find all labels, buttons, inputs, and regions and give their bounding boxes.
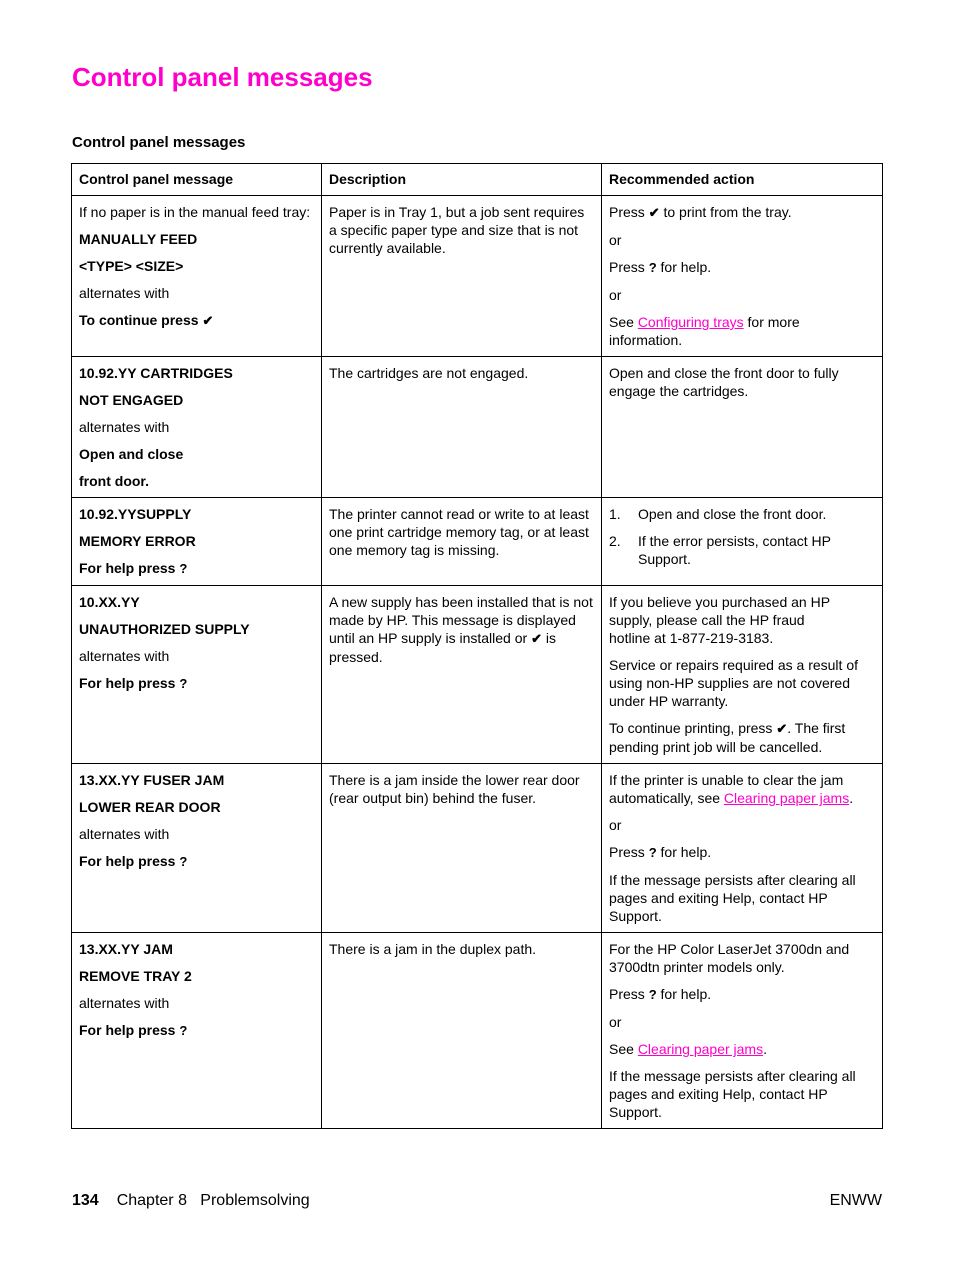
table-row: [72, 498, 883, 586]
action-text: See: [609, 314, 634, 330]
footer-right-label: ENWW: [829, 1192, 882, 1209]
description-text: is pressed.: [329, 630, 556, 665]
message-line: 13.XX.YY JAM: [79, 941, 173, 957]
action-line: [609, 985, 875, 1004]
message-line: [79, 311, 314, 330]
table-row: [72, 357, 883, 498]
message-line: Open and close: [79, 446, 184, 462]
clearing-paper-jams-link[interactable]: Clearing paper jams: [723, 790, 850, 806]
message-line: [79, 559, 314, 578]
page-number: 134: [72, 1192, 99, 1209]
description-cell: The printer cannot read or write to at least one print cartridge memory tag, or at least one memory tag is missing.: [322, 498, 602, 586]
checkmark-icon: ✔: [202, 313, 214, 328]
column-header-action: Recommended action: [602, 164, 883, 196]
description-cell: The cartridges are not engaged.: [322, 357, 602, 498]
checkmark-icon: ✔: [648, 205, 660, 220]
table-caption: Control panel messages: [72, 134, 246, 151]
action-text: for more information.: [609, 314, 800, 348]
action-line: or: [609, 1014, 622, 1030]
action-cell: [602, 196, 883, 357]
message-line: MANUALLY FEED: [79, 231, 198, 247]
action-cell: [602, 586, 883, 764]
action-cell: [602, 933, 883, 1129]
table-row: [72, 764, 883, 933]
action-text: . The first pending print job will be cancelled.: [609, 720, 846, 755]
message-cell: [72, 764, 322, 933]
action-line: If you believe you purchased an HP supply, please call the HP fraud hotline at 1-877-219-3183.: [609, 594, 830, 646]
action-line: [609, 258, 875, 277]
action-line: or: [609, 287, 622, 303]
message-line: [79, 674, 314, 693]
action-line: [609, 1040, 875, 1058]
message-cell: [72, 196, 322, 357]
message-cell: [72, 498, 322, 586]
help-icon: ?: [648, 845, 657, 860]
action-line: For the HP Color LaserJet 3700dn and 3700dtn printer models only.: [609, 941, 850, 975]
action-text: Press: [609, 986, 645, 1002]
step-number: 2.: [609, 533, 621, 549]
action-text: Press: [609, 204, 645, 220]
action-text: .: [763, 1041, 767, 1057]
help-icon: ?: [648, 260, 657, 275]
message-line: UNAUTHORIZED SUPPLY: [79, 621, 250, 637]
action-line: or: [609, 232, 622, 248]
action-line: [609, 203, 875, 222]
message-line: 10.92.YY CARTRIDGES: [79, 365, 233, 381]
description-cell: Paper is in Tray 1, but a job sent requires a specific paper type and size that is not currently available.: [322, 196, 602, 357]
action-line: [609, 843, 875, 862]
page-footer: [72, 1192, 882, 1210]
message-line: LOWER REAR DOOR: [79, 799, 221, 815]
action-cell: [602, 498, 883, 586]
description-cell: There is a jam in the duplex path.: [322, 933, 602, 1129]
step-number: 1.: [609, 506, 621, 522]
action-text: Press: [609, 844, 645, 860]
help-icon: ?: [179, 676, 188, 691]
description-text: A new supply has been installed that is not made by HP. This message is displayed until an HP supply is installed or: [329, 594, 593, 646]
description-cell: There is a jam inside the lower rear door (rear output bin) behind the fuser.: [322, 764, 602, 933]
action-cell: Open and close the front door to fully engage the cartridges.: [602, 357, 883, 498]
list-item: [609, 505, 875, 523]
action-text: for help.: [660, 259, 712, 275]
message-text: For help press: [79, 853, 176, 869]
step-text: If the error persists, contact HP Support.: [638, 533, 831, 567]
message-line: alternates with: [79, 648, 170, 664]
help-icon: ?: [648, 987, 657, 1002]
chapter-label: Chapter 8 Problemsolving: [116, 1192, 310, 1209]
action-line: [609, 771, 875, 807]
action-text: .: [849, 790, 854, 806]
message-line: alternates with: [79, 285, 170, 301]
checkmark-icon: ✔: [531, 631, 542, 646]
list-item: [609, 532, 875, 568]
action-line: If the message persists after clearing all pages and exiting Help, contact HP Support.: [609, 872, 856, 924]
message-text: For help press: [79, 675, 176, 691]
message-line: alternates with: [79, 419, 170, 435]
message-line: alternates with: [79, 995, 170, 1011]
action-text: See: [609, 1041, 634, 1057]
action-line: or: [609, 817, 622, 833]
message-cell: [72, 586, 322, 764]
message-cell: [72, 357, 322, 498]
column-header-message: Control panel message: [72, 164, 322, 196]
help-icon: ?: [179, 854, 188, 869]
message-text: For help press: [79, 1022, 176, 1038]
step-text: Open and close the front door.: [638, 506, 827, 522]
configuring-trays-link[interactable]: Configuring trays: [637, 314, 744, 330]
page-title: Control panel messages: [72, 62, 373, 92]
message-text: For help press: [79, 560, 176, 576]
message-line: [79, 1021, 314, 1040]
table-row: [72, 196, 883, 357]
help-icon: ?: [179, 561, 188, 576]
column-header-description: Description: [322, 164, 602, 196]
action-line: Service or repairs required as a result of using non-HP supplies are not covered under HP warranty.: [609, 657, 858, 709]
action-line: [609, 719, 875, 756]
action-line: [609, 313, 875, 349]
table-header-row: [72, 164, 883, 196]
description-cell: [322, 586, 602, 764]
message-line: 10.XX.YY: [79, 594, 140, 610]
table-row: [72, 586, 883, 764]
message-line: <TYPE> <SIZE>: [79, 258, 184, 274]
message-cell: [72, 933, 322, 1129]
action-cell: [602, 764, 883, 933]
message-line: [79, 852, 314, 871]
action-steps: [609, 505, 875, 568]
message-line: 13.XX.YY FUSER JAM: [79, 772, 225, 788]
message-line: If no paper is in the manual feed tray:: [79, 204, 311, 220]
table-row: [72, 933, 883, 1129]
clearing-paper-jams-link[interactable]: Clearing paper jams: [637, 1041, 764, 1057]
action-text: To continue printing, press: [609, 720, 773, 736]
help-icon: ?: [179, 1023, 188, 1038]
action-text: to print from the tray.: [663, 204, 792, 220]
checkmark-icon: ✔: [776, 721, 788, 736]
message-line: MEMORY ERROR: [79, 533, 196, 549]
action-text: Press: [609, 259, 645, 275]
control-panel-messages-table: [71, 163, 883, 1129]
action-text: for help.: [660, 986, 712, 1002]
action-text: for help.: [660, 844, 712, 860]
message-text: To continue press: [79, 312, 199, 328]
action-line: If the message persists after clearing all pages and exiting Help, contact HP Support.: [609, 1068, 856, 1120]
message-line: front door.: [79, 473, 149, 489]
message-line: 10.92.YYSUPPLY: [79, 506, 192, 522]
message-line: alternates with: [79, 826, 170, 842]
action-text: If the printer is unable to clear the jam automatically, see: [609, 772, 844, 806]
message-line: REMOVE TRAY 2: [79, 968, 192, 984]
message-line: NOT ENGAGED: [79, 392, 184, 408]
